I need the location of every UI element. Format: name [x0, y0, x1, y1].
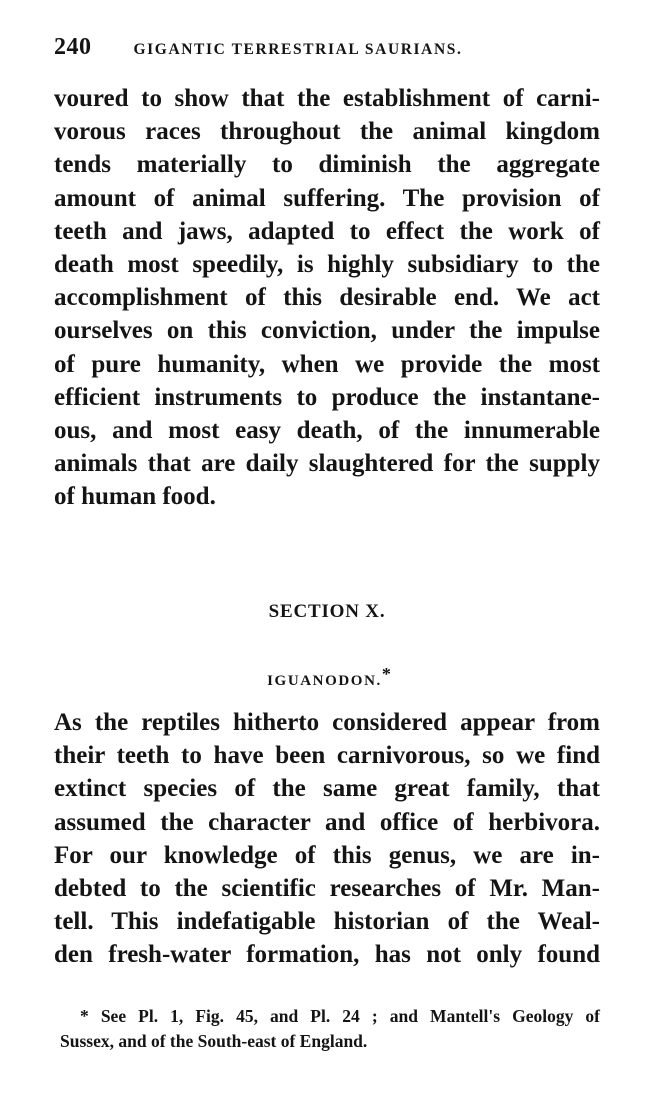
footnote — [60, 1004, 600, 1054]
text-line: their teeth to have been carnivorous, so we find — [54, 742, 600, 770]
text-line: accomplishment of this desirable end. We act — [54, 284, 600, 312]
text-line: extinct species of the same great family, that — [54, 775, 600, 803]
section-heading: SECTION X. — [268, 601, 386, 622]
text-line: assumed the character and office of herbivora. — [54, 808, 600, 836]
text-line: vorous races throughout the animal kingdom — [54, 118, 600, 146]
text-line: of human food. — [54, 483, 216, 511]
section-subheading — [0, 664, 650, 690]
text-line: of pure humanity, when we provide the most — [54, 350, 600, 378]
text-line: debted to the scientific researches of Mr. Man- — [54, 875, 600, 903]
text-line: teeth and jaws, adapted to effect the work of — [54, 217, 600, 245]
text-line: tends materially to diminish the aggregate — [54, 151, 600, 179]
paragraph-continuation — [54, 82, 600, 514]
text-line: death most speedily, is highly subsidiary to the — [54, 251, 600, 279]
subheading-text: IGUANODON. — [267, 673, 382, 689]
text-line: voured to show that the establishment of carni- — [54, 85, 600, 112]
text-line: amount of animal suffering. The provision of — [54, 184, 600, 212]
text-line: ous, and most easy death, of the innumerable — [54, 417, 600, 445]
text-line: animals that are daily slaughtered for the supply — [54, 450, 600, 478]
text-line: ourselves on this conviction, under the impulse — [54, 317, 600, 345]
footnote-line: * See Pl. 1, Fig. 45, and Pl. 24 ; and Mantell's Geology of — [80, 1006, 600, 1026]
text-line: tell. This indefatigable historian of the Weal- — [54, 908, 600, 936]
page-number: 240 — [54, 34, 92, 60]
text-line: efficient instruments to produce the instantane- — [54, 383, 600, 411]
text-line: For our knowledge of this genus, we are in- — [54, 841, 600, 869]
footnote-marker: * — [381, 664, 391, 684]
text-line: den fresh-water formation, has not only found — [54, 941, 600, 969]
running-title: GIGANTIC TERRESTRIAL SAURIANS. — [133, 41, 463, 58]
paragraph-iguanodon — [54, 706, 600, 972]
text-line: As the reptiles hitherto considered appear from — [54, 709, 600, 736]
running-head — [54, 34, 614, 66]
footnote-line: Sussex, and of the South-east of England. — [60, 1031, 368, 1051]
